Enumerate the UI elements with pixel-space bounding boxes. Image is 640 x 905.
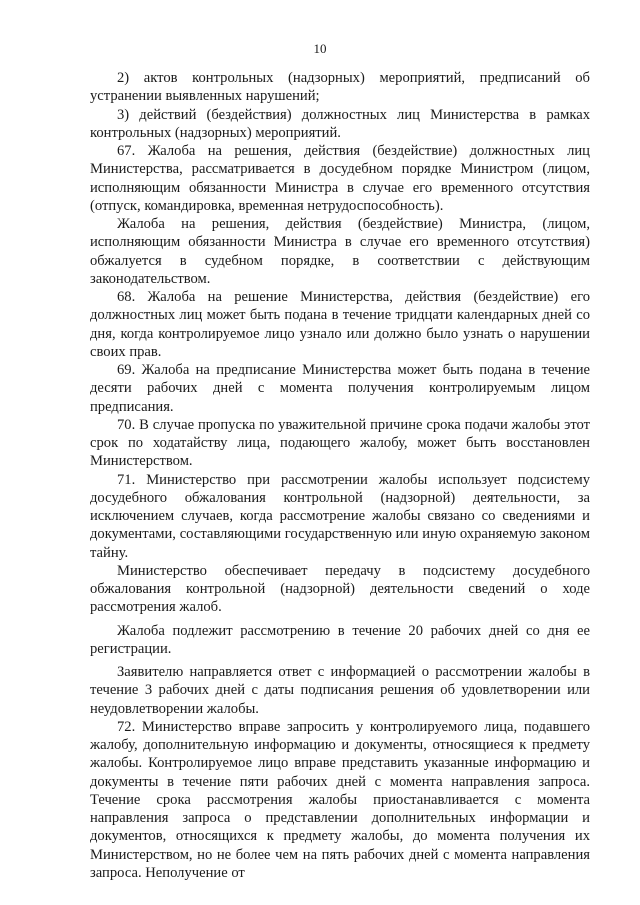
paragraph-71: 71. Министерство при рассмотрении жалобы использует подсистему досудебного обжалования контрольной (надзорной) деятельности, за исключением случаев, когда рассмотрение жалобы связано со сведениями и документами, составляющими государственную или иную охраняемую законом тайну.: [90, 471, 590, 561]
document-body: [90, 69, 590, 882]
paragraph-71-response: Заявителю направляется ответ с информацией о рассмотрении жалобы в течение 3 рабочих дней с даты подписания решения об удовлетворении или неудовлетворении жалобы.: [90, 664, 590, 717]
paragraph-67: 67. Жалоба на решения, действия (бездействие) должностных лиц Министерства, рассматривается в досудебном порядке Министром (лицом, исполняющим обязанности Министра в случае его временного отсутствия (отпуск, командировка, временная нетрудоспособность).: [90, 143, 590, 214]
paragraph-71-transfer: Министерство обеспечивает передачу в подсистему досудебного обжалования контрольной (надзорной) деятельности сведений о ходе рассмотрения жалоб.: [90, 562, 590, 616]
paragraph-70: 70. В случае пропуска по уважительной причине срока подачи жалобы этот срок по ходатайству лица, подающего жалобу, может быть восстановлен Министерством.: [90, 416, 590, 470]
paragraph-67-appeal-minister: Жалоба на решения, действия (бездействие) Министра, (лицом, исполняющим обязанности Министра в случае его временного отсутствия) обжалуется в судебном порядке, в соответствии с действующим законодательством.: [90, 216, 590, 287]
paragraph-item-3: 3) действий (бездействия) должностных лиц Министерства в рамках контрольных (надзорных) мероприятий.: [90, 106, 590, 141]
paragraph-71-review-term: Жалоба подлежит рассмотрению в течение 20 рабочих дней со дня ее регистрации.: [90, 622, 590, 657]
page-number: 10: [313, 41, 327, 56]
paragraph-item-2: 2) актов контрольных (надзорных) мероприятий, предписаний об устранении выявленных нарушений;: [90, 70, 590, 105]
paragraph-69: 69. Жалоба на предписание Министерства может быть подана в течение десяти рабочих дней с момента получения контролируемым лицом предписания.: [90, 362, 590, 415]
paragraph-68: 68. Жалоба на решение Министерства, действия (бездействие) его должностных лиц может быть подана в течение тридцати календарных дней со дня, когда контролируемое лицо узнало или должно было узнать о нарушении своих прав.: [90, 289, 590, 360]
paragraph-72: 72. Министерство вправе запросить у контролируемого лица, подавшего жалобу, дополнительную информацию и документы, относящиеся к предмету жалобы. Контролируемое лицо вправе представить указанные информацию и документы в течение пяти рабочих дней с момента направления запроса. Течение срока рассмотрения жалобы приостанавливается с момента направления запроса о представлении дополнительных информации и документов, относящихся к предмету жалобы, до момента получения их Министерством, но не более чем на пять рабочих дней с момента направления запроса. Неполучение от: [90, 718, 590, 881]
